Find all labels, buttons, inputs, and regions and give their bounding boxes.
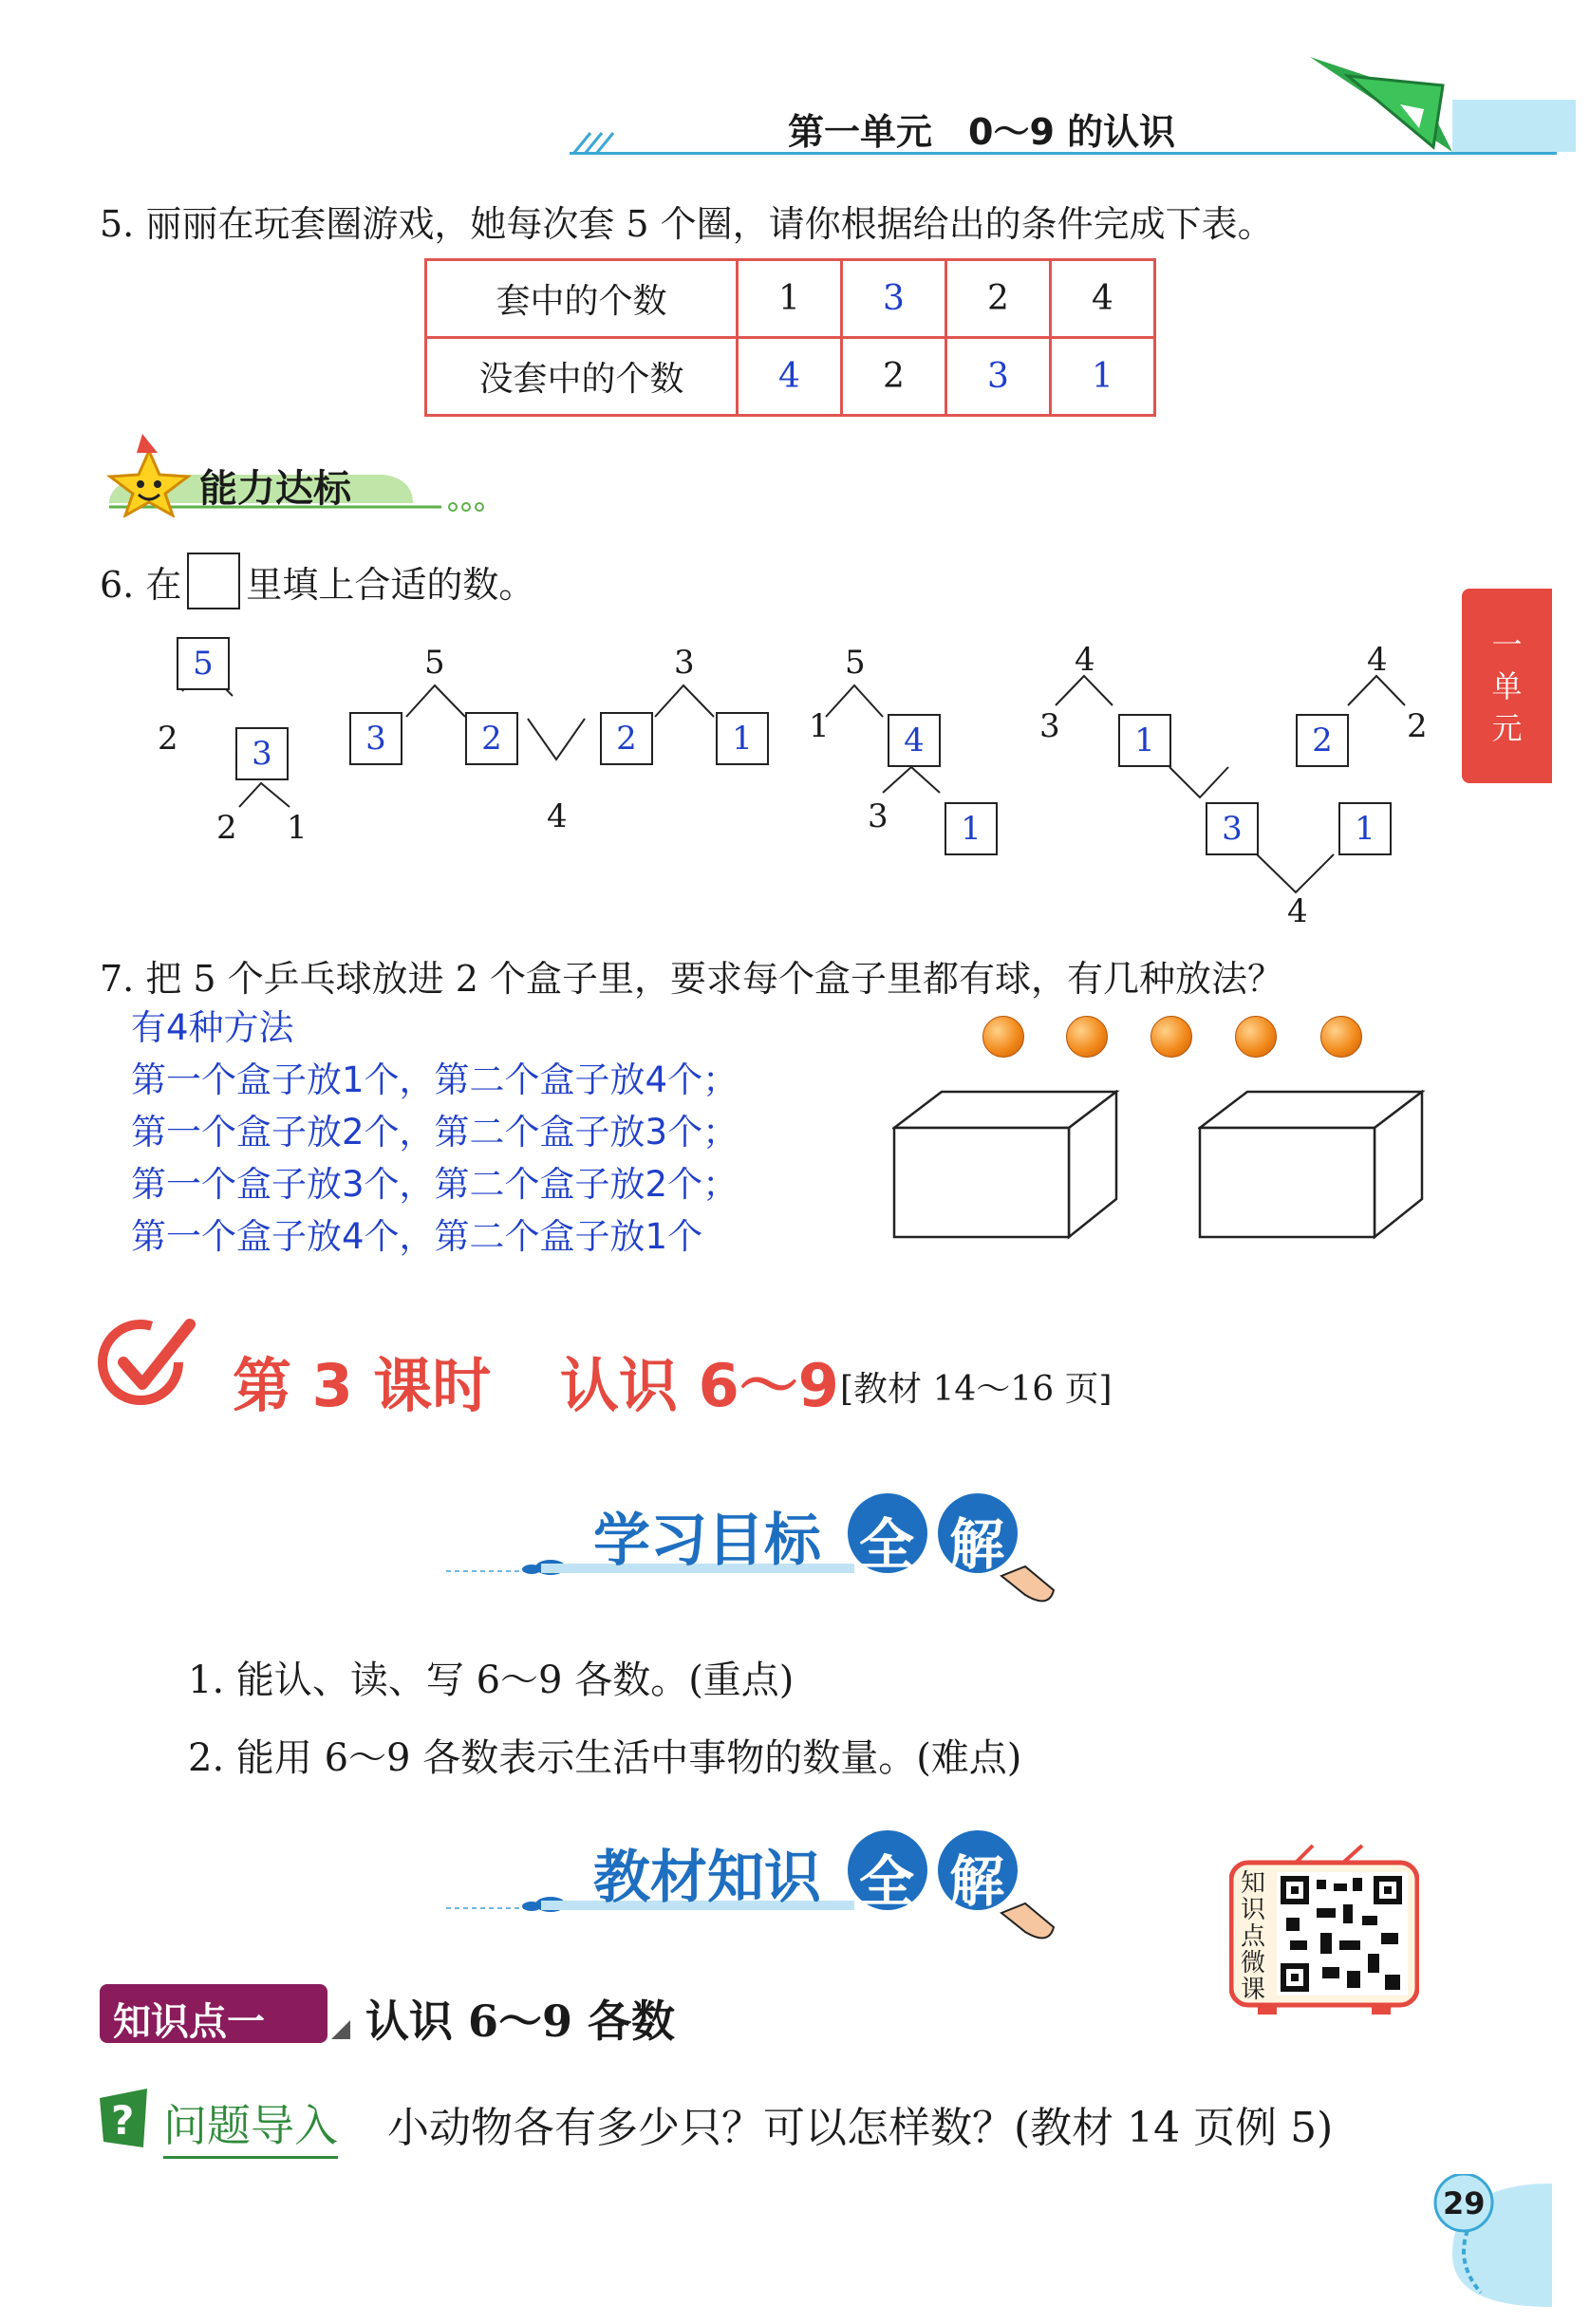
diagram-number: 5 <box>424 644 445 682</box>
answer-box: 2 <box>465 712 518 765</box>
knowledge-point-tag <box>100 1984 327 2043</box>
answer-box: 3 <box>1206 802 1259 855</box>
banner-circle-char: 解 <box>949 1849 1005 1914</box>
qr-label: 知识点微课 <box>1241 1869 1266 2004</box>
answer-line: 有4种方法 <box>131 1007 294 1048</box>
table-cell-answer: 3 <box>946 338 1051 416</box>
diagram-number: 3 <box>868 797 889 835</box>
diagram-number: 5 <box>845 644 866 682</box>
diagram-number: 4 <box>1367 641 1388 679</box>
knowledge-point-tag-text: 知识点一 <box>113 2000 265 2044</box>
lesson-title: 认识 6～9 <box>560 1351 839 1420</box>
table-cell-answer: 1 <box>1051 338 1155 416</box>
answer-box: 5 <box>177 637 230 690</box>
diagram-number: 1 <box>287 809 308 847</box>
row-label: 没套中的个数 <box>426 338 738 416</box>
checkmark-icon <box>95 1310 199 1418</box>
question-icon <box>100 2089 147 2147</box>
diagram-number: 4 <box>1075 641 1095 679</box>
question-6-prefix: 6. 在 <box>100 563 182 606</box>
page-number-badge <box>1414 2174 1552 2316</box>
goal-item: 2. 能用 6～9 各数表示生活中事物的数量。(难点) <box>188 1736 1022 1780</box>
answer-box: 1 <box>1338 802 1392 855</box>
box-icon <box>892 1090 1120 1242</box>
lesson-number: 第 3 课时 <box>233 1351 492 1420</box>
diagram-number: 4 <box>1287 892 1308 930</box>
textbook-reference: [教材 14～16 页] <box>840 1370 1113 1409</box>
box-icon <box>1198 1090 1426 1242</box>
diagram-number: 1 <box>809 707 830 745</box>
answer-box: 3 <box>349 712 402 765</box>
ping-pong-ball-icon <box>1320 1016 1362 1058</box>
answer-line: 第一个盒子放3个，第二个盒子放2个； <box>131 1164 739 1205</box>
question-7-text: 7. 把 5 个乒乓球放进 2 个盒子里，要求每个盒子里都有球，有几种放法？ <box>100 958 1284 1000</box>
side-tab-char: 元 <box>1491 709 1523 746</box>
ability-section-title: 能力达标 <box>199 467 351 511</box>
answer-line: 第一个盒子放4个，第二个盒子放1个 <box>131 1216 703 1257</box>
table-cell: 4 <box>1051 260 1155 338</box>
learning-goals-banner <box>446 1486 1063 1609</box>
ping-pong-ball-icon <box>1235 1016 1277 1058</box>
row-label: 套中的个数 <box>426 260 738 338</box>
table-cell-answer: 4 <box>738 338 842 416</box>
table-cell: 2 <box>946 260 1051 338</box>
banner-circle-char: 全 <box>859 1512 915 1577</box>
diagram-number: 2 <box>1407 707 1428 745</box>
textbook-knowledge-title: 教材知识 <box>593 1845 821 1911</box>
table-cell-answer: 3 <box>842 260 946 338</box>
diagram-number: 3 <box>1039 707 1060 745</box>
answer-box: 1 <box>945 802 998 855</box>
ping-pong-ball-icon <box>982 1016 1024 1058</box>
svg-text:?: ? <box>111 2097 135 2144</box>
page-number: 29 <box>1443 2185 1486 2221</box>
diagram-number: 4 <box>547 797 568 835</box>
knowledge-point-title: 认识 6～9 各数 <box>365 1996 676 2047</box>
answer-line: 第一个盒子放2个，第二个盒子放3个； <box>131 1112 739 1153</box>
answer-box: 2 <box>600 712 653 765</box>
answer-block <box>131 1002 738 1263</box>
answer-box: 4 <box>888 714 941 767</box>
side-tab-char: 一 <box>1491 626 1523 663</box>
goal-item: 1. 能认、读、写 6～9 各数。(重点) <box>188 1659 795 1702</box>
diagram-number: 2 <box>216 809 237 847</box>
diagram-number: 3 <box>674 644 695 682</box>
question-6-suffix: 里填上合适的数。 <box>246 563 535 606</box>
textbook-knowledge-banner <box>446 1823 1063 1946</box>
ping-pong-ball-icon <box>1150 1016 1192 1058</box>
diagram-number: 2 <box>158 720 178 758</box>
ping-pong-ball-icon <box>1066 1016 1108 1058</box>
answer-line: 第一个盒子放1个，第二个盒子放4个； <box>131 1059 739 1100</box>
banner-circle-char: 全 <box>859 1849 915 1914</box>
problem-intro-tag: 问题导入 <box>163 2091 338 2159</box>
header-title: 第一单元 0～9 的认识 <box>788 111 1176 153</box>
answer-box: 1 <box>1118 714 1171 767</box>
side-tab-char: 单 <box>1491 667 1523 704</box>
banner-circle-char: 解 <box>949 1512 1005 1577</box>
answer-box: 1 <box>716 712 769 765</box>
table-cell: 2 <box>842 338 946 416</box>
problem-intro-text: 小动物各有多少只？可以怎样数？(教材 14 页例 5) <box>387 2104 1334 2152</box>
answer-box: 2 <box>1296 714 1349 767</box>
learning-goals-title: 学习目标 <box>593 1508 821 1574</box>
table-cell: 1 <box>738 260 842 338</box>
qr-code-panel[interactable] <box>1229 1842 1419 2022</box>
answer-box: 3 <box>235 727 289 780</box>
question-5-text: 5. 丽丽在玩套圈游戏，她每次套 5 个圈，请你根据给出的条件完成下表。 <box>100 203 1274 245</box>
